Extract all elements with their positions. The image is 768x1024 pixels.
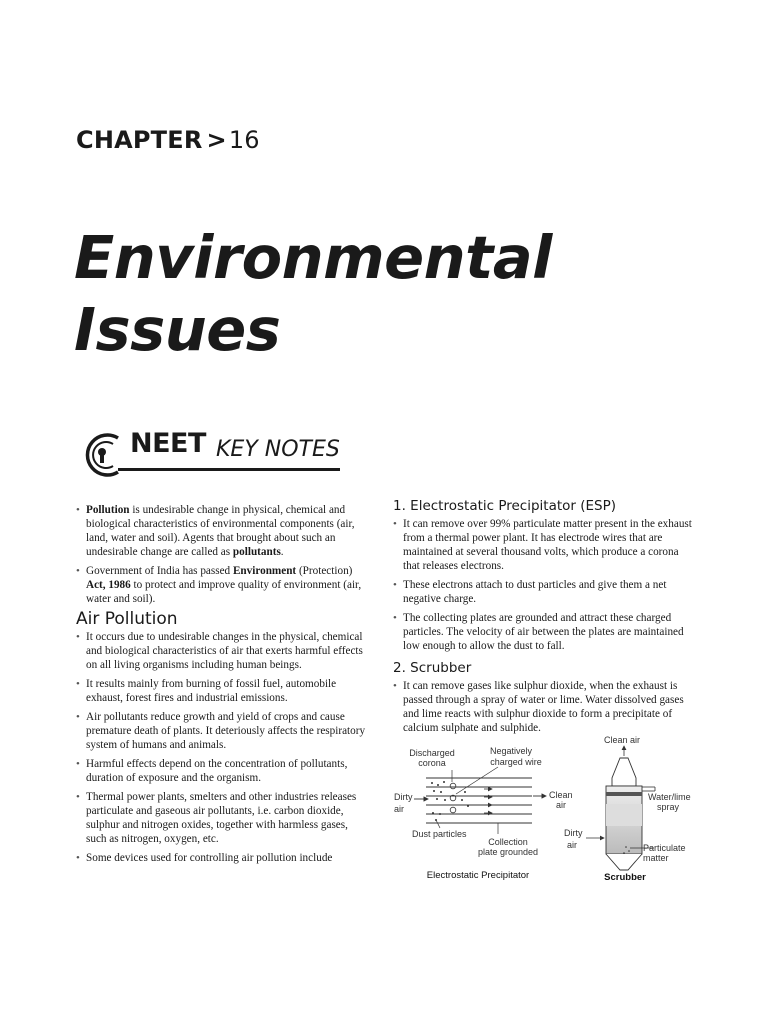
esp-label-clean: Clean [549, 790, 573, 800]
scrubber-label-matter: matter [643, 853, 669, 863]
list-item: • Pollution is undesirable change in physical, chemical and biological characteristics of environmental components (air, land, water and soil). Agents that brought about such an undesirable change are called as pollutants. [76, 503, 371, 559]
key-notes-label: KEY NOTES [216, 437, 340, 462]
chapter-number: 16 [228, 126, 260, 154]
keyhole-icon [76, 428, 132, 480]
esp-list [393, 517, 695, 653]
esp-label-corona: corona [418, 758, 446, 768]
scrubber-label-particulate: Particulate [643, 843, 686, 853]
list-item: • It can remove over 99% particulate matter present in the exhaust from a thermal power plant. It has electrode wires that are maintained at several thousand volts, which produce a corona that releases electrons. [393, 517, 695, 573]
esp-label-collection: Collection [488, 837, 528, 847]
scrubber-diagram [564, 735, 691, 883]
list-item: • Government of India has passed Environment (Protection) Act, 1986 to protect and improve quality of environment (air, water and soil). [76, 564, 371, 606]
chapter-title-line2: Issues [74, 295, 281, 364]
chapter-label [76, 126, 260, 154]
scrubber-caption: Scrubber [604, 872, 646, 883]
esp-label-negatively: Negatively [489, 746, 533, 756]
key-notes-header [76, 428, 346, 480]
left-column [76, 503, 371, 870]
list-item: • Thermal power plants, smelters and other industries releases particulate and gaseous air pollutants, i.e. carbon dioxide, sulphur and nitrogen oxides, together with harmless gases, such as nitrogen, oxygen, etc. [76, 790, 371, 846]
intro-list [76, 503, 371, 606]
air-pollution-heading: Air Pollution [76, 609, 178, 629]
esp-label-dirty-air: air [394, 804, 405, 814]
scrubber-label-clean-air: Clean air [603, 735, 641, 745]
list-item: • Air pollutants reduce growth and yield of crops and cause premature death of plants. It deteriously affects the respiratory system of humans and animals. [76, 710, 371, 752]
key-notes-underline [126, 468, 340, 471]
list-item: • These electrons attach to dust particles and give them a net negative charge. [393, 578, 695, 606]
chapter-title-line1: Environmental [74, 223, 552, 292]
chapter-word: CHAPTER [76, 126, 203, 154]
scrubber-label-water-lime: Water/lime [648, 792, 691, 802]
chevron-right-icon: > [206, 126, 227, 154]
list-item: • Some devices used for controlling air pollution include [76, 851, 371, 865]
esp-label-dust: Dust particles [412, 829, 467, 839]
scrubber-label-dirty: Dirty [564, 828, 583, 838]
esp-label-plate-grounded: plate grounded [477, 847, 539, 857]
esp-heading: 1. Electrostatic Precipitator (ESP) [393, 498, 617, 514]
list-item: • Harmful effects depend on the concentration of pollutants, duration of exposure and the organism. [76, 757, 371, 785]
air-pollution-devices-figure [390, 734, 700, 884]
scrubber-label-spray: spray [657, 802, 680, 812]
list-item: • It can remove gases like sulphur dioxide, when the exhaust is passed through a spray of water or lime. Water dissolved gases and lime reacts with sulphur dioxide to form a precipitate of calcium sulphate and sulphide. [393, 679, 695, 735]
air-pollution-list [76, 630, 371, 865]
scrubber-list [393, 679, 695, 735]
scrubber-heading: 2. Scrubber [393, 660, 472, 676]
esp-label-discharged: Discharged [409, 748, 455, 758]
esp-caption: Electrostatic Precipitator [426, 870, 530, 881]
esp-diagram [394, 746, 573, 881]
chapter-title [74, 222, 552, 366]
list-item: • It results mainly from burning of fossil fuel, automobile exhaust, forest fires and industrial emissions. [76, 677, 371, 705]
esp-label-clean-air: air [556, 800, 567, 810]
esp-label-dirty: Dirty [394, 792, 413, 802]
list-item: • It occurs due to undesirable changes in the physical, chemical and biological characteristics of air that exerts harmful effects on all living organisms including human beings. [76, 630, 371, 672]
esp-label-charged-wire: charged wire [490, 757, 542, 767]
scrubber-label-dirty-air: air [567, 840, 578, 850]
list-item: • The collecting plates are grounded and attract these charged particles. The velocity of air between the plates are maintained low enough to allow the dust to fall. [393, 611, 695, 653]
neet-label: NEET [130, 428, 206, 459]
right-column [393, 499, 695, 740]
